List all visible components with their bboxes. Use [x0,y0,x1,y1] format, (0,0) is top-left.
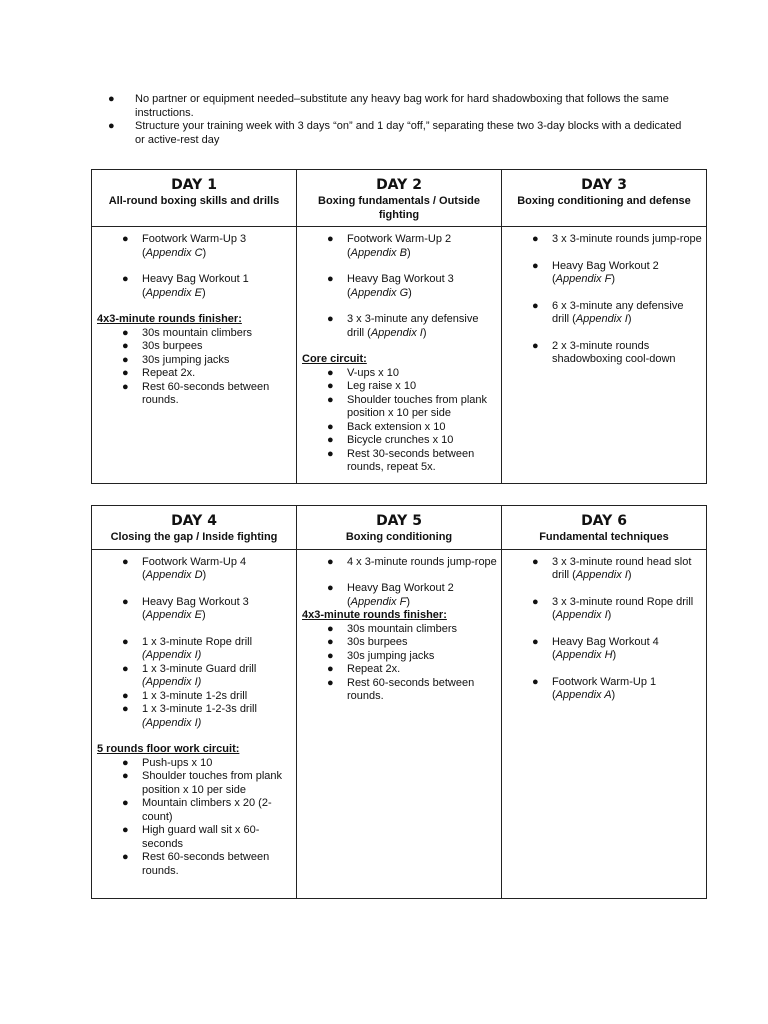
list-item [302,636,497,650]
appendix-reference: (Appendix I) [142,649,202,661]
day-content-cell [502,227,707,484]
day-content-cell [92,549,297,898]
item-text: 3 x 3-minute round Rope drill ( [552,595,694,621]
list-item [97,703,292,730]
list-item [97,367,292,381]
item-text: V-ups x 10 [347,366,399,379]
bullet-icon: ● [122,703,129,715]
bullet-icon: ● [327,582,334,594]
list-item [97,770,292,797]
item-text: 3 x 3-minute round head slot drill ( [552,555,692,581]
list-item [97,556,292,583]
item-text: 6 x 3-minute any defensive drill ( [552,299,684,325]
appendix-reference: Appendix F [350,595,407,608]
day-subtitle: All-round boxing skills and drills [108,195,280,207]
item-text: 30s jumping jacks [142,353,230,366]
list-item [97,636,292,663]
item-text: 30s mountain climbers [142,326,253,339]
bullet-icon: ● [327,380,334,392]
spacer [97,260,292,273]
spacer [302,300,497,313]
item-text: Repeat 2x. [142,367,196,379]
list-item [302,421,497,435]
day-title: DAY 4 [171,513,217,529]
item-text-suffix: ) [202,246,207,259]
bullet-icon: ● [122,326,129,339]
item-text: 3 x 3-minute any defensive drill ( [347,313,479,339]
appendix-reference: Appendix I [575,569,628,581]
item-text: Rest 60-seconds between rounds. [347,676,475,702]
week-table-1 [91,169,707,484]
item-text: Leg raise x 10 [347,380,417,392]
list-item [302,448,497,475]
day-title: DAY 1 [171,177,217,193]
item-text: 30s jumping jacks [347,649,435,662]
item-text-suffix: ) [406,595,410,608]
bullet-icon: ● [122,367,129,379]
bullet-icon: ● [108,120,115,132]
day-content-cell [92,227,297,484]
list-item [302,380,497,394]
item-text: Footwork Warm-Up 2 ( [347,233,452,259]
intro-item [108,93,683,120]
list-item [302,663,497,677]
day-content-cell [297,549,502,898]
bullet-icon: ● [327,233,334,245]
appendix-reference: Appendix A [555,689,612,701]
list-item [507,233,702,247]
list-item [507,596,702,623]
day-header-cell [297,170,502,227]
bullet-icon: ● [122,555,129,568]
list-item [507,556,702,583]
day-content-row [92,549,707,898]
list-item [97,757,292,771]
bullet-icon: ● [122,380,129,393]
item-text: 30s burpees [142,340,203,352]
item-text-suffix: ) [202,569,207,581]
item-text: Back extension x 10 [347,420,446,433]
item-text: Heavy Bag Workout 3 ( [142,595,249,621]
bullet-icon: ● [122,662,129,675]
bullet-icon: ● [327,663,334,675]
item-text-suffix: ) [611,689,616,701]
list-item [507,340,702,367]
day-content-cell [297,227,502,484]
spacer [97,730,292,743]
day-header-row [92,506,707,550]
list-item [302,623,497,637]
bullet-icon: ● [122,340,129,352]
day-title: DAY 3 [581,177,627,193]
bullet-icon: ● [532,595,539,608]
item-text-suffix: ) [408,286,412,299]
spacer [507,663,702,676]
bullet-icon: ● [122,353,129,366]
appendix-reference: (Appendix I) [142,676,202,688]
day-subtitle: Boxing fundamentals / Outside fighting [318,195,480,221]
bullet-icon: ● [532,675,539,688]
section-label: 4x3-minute rounds finisher: [97,313,242,325]
bullet-icon: ● [532,233,539,245]
item-text: Rest 30-seconds between rounds, repeat 5x. [347,447,475,473]
item-text: Heavy Bag Workout 4 ( [552,635,659,661]
item-text-suffix: ) [627,313,632,325]
day-title: DAY 5 [376,513,422,529]
item-text: 30s mountain climbers [347,622,458,635]
day-title: DAY 2 [376,177,422,193]
bullet-icon: ● [122,770,129,782]
appendix-reference: Appendix H [555,649,613,661]
appendix-reference: Appendix G [350,286,409,299]
section-label: 5 rounds floor work circuit: [97,743,240,755]
spacer [507,247,702,260]
item-text-suffix: ) [612,649,617,661]
bullet-icon: ● [327,649,334,662]
bullet-icon: ● [327,366,334,379]
item-text: Heavy Bag Workout 2 ( [347,582,454,608]
list-item [507,260,702,287]
bullet-icon: ● [122,851,129,863]
item-text: Heavy Bag Workout 2 ( [552,259,659,285]
item-text: Repeat 2x. [347,663,401,675]
list-item [97,233,292,260]
bullet-icon: ● [122,756,129,769]
day-subtitle: Closing the gap / Inside fighting [110,531,278,543]
item-text-suffix: ) [611,273,615,285]
day-title: DAY 6 [581,513,627,529]
appendix-reference: Appendix B [350,246,407,259]
list-item [302,556,497,570]
list-item [97,797,292,824]
list-item [97,851,292,878]
appendix-reference: Appendix D [145,569,203,581]
item-text-suffix: ) [201,609,206,621]
day-content-cell [502,549,707,898]
list-item [302,273,497,300]
intro-text: Structure your training week with 3 days “on” and 1 day “off,” separating these two 3-day blocks with a dedicated or active-rest day [135,120,682,146]
spacer [507,327,702,340]
appendix-reference: Appendix I [555,609,608,621]
bullet-icon: ● [327,636,334,648]
list-item [302,313,497,340]
bullet-icon: ● [327,420,334,433]
spacer [507,583,702,596]
item-text: 30s burpees [347,636,408,648]
item-text: 3 x 3-minute rounds jump-rope [552,233,702,245]
spacer [302,569,497,582]
item-text: Push-ups x 10 [142,756,213,769]
spacer [97,300,292,313]
section-label: 4x3-minute rounds finisher: [302,609,447,621]
item-text: 1 x 3-minute 1-2-3s drill [142,703,257,715]
item-text: Footwork Warm-Up 4 ( [142,555,247,581]
item-text: 4 x 3-minute rounds jump-rope [347,555,497,568]
item-text-suffix: ) [201,286,206,299]
item-text: Bicycle crunches x 10 [347,434,454,446]
appendix-reference: Appendix C [145,246,203,259]
bullet-icon: ● [122,797,129,809]
day-subtitle: Boxing conditioning [345,531,453,543]
spacer [97,583,292,596]
item-text: Heavy Bag Workout 3 ( [347,273,454,299]
bullet-icon: ● [122,635,129,648]
bullet-icon: ● [532,339,539,352]
list-item [302,367,497,381]
item-text-suffix: ) [627,569,632,581]
appendix-reference: Appendix I [370,326,423,339]
bullet-icon: ● [327,273,334,285]
list-item [97,381,292,408]
bullet-icon: ● [122,273,129,285]
list-item [97,327,292,341]
list-item [302,650,497,664]
item-text: Mountain climbers x 20 (2-count) [142,797,272,823]
item-text: 1 x 3-minute 1-2s drill [142,689,248,702]
item-text-suffix: ) [406,246,411,259]
section-label: Core circuit: [302,353,367,365]
bullet-icon: ● [327,555,334,568]
list-item [507,636,702,663]
list-item [97,273,292,300]
spacer [507,623,702,636]
bullet-icon: ● [327,447,334,460]
day-header-cell [502,170,707,227]
bullet-icon: ● [327,434,334,446]
item-text: Footwork Warm-Up 1 ( [552,675,657,701]
spacer [97,623,292,636]
list-item [97,690,292,704]
item-text: 2 x 3-minute rounds shadowboxing cool-down [552,339,676,365]
list-item [302,233,497,260]
item-text-suffix: ) [422,326,427,339]
bullet-icon: ● [327,676,334,689]
day-header-cell [92,506,297,550]
bullet-icon: ● [327,393,334,406]
day-subtitle: Fundamental techniques [539,531,669,543]
spacer [507,287,702,300]
item-text: High guard wall sit x 60-seconds [142,824,260,850]
spacer [302,340,497,353]
day-header-cell [297,506,502,550]
list-item [507,300,702,327]
bullet-icon: ● [327,313,334,325]
appendix-reference: Appendix I [575,313,628,325]
appendix-reference: Appendix F [555,273,612,285]
item-text: Footwork Warm-Up 3 ( [142,233,247,259]
appendix-reference: Appendix E [145,286,202,299]
list-item [302,582,497,609]
day-header-row [92,170,707,227]
day-content-row [92,227,707,484]
intro-item [108,120,683,147]
day-header-cell [92,170,297,227]
list-item [97,596,292,623]
list-item [97,340,292,354]
list-item [302,677,497,704]
list-item [302,394,497,421]
bullet-icon: ● [532,635,539,648]
list-item [302,434,497,448]
bullet-icon: ● [122,824,129,836]
item-text: Rest 60-seconds between rounds. [142,851,270,877]
bullet-icon: ● [122,233,129,245]
appendix-reference: (Appendix I) [142,716,202,729]
week-table-2 [91,505,707,899]
item-text: 1 x 3-minute Guard drill [142,662,257,675]
bullet-icon: ● [532,259,539,272]
item-text: Heavy Bag Workout 1 ( [142,273,249,299]
bullet-icon: ● [108,93,115,105]
item-text: Shoulder touches from plank position x 10 per side [347,393,488,419]
spacer [302,260,497,273]
bullet-icon: ● [327,622,334,635]
day-subtitle: Boxing conditioning and defense [517,195,691,207]
bullet-icon: ● [122,689,129,702]
list-item [97,663,292,690]
day-header-cell [502,506,707,550]
item-text: Shoulder touches from plank position x 10 per side [142,770,283,796]
intro-text: No partner or equipment needed–substitute any heavy bag work for hard shadowboxing that follows the same instructions. [135,93,669,119]
item-text-suffix: ) [607,609,612,621]
intro-bullet-list [108,93,683,147]
list-item [507,676,702,703]
list-item [97,824,292,851]
appendix-reference: Appendix E [145,609,202,621]
bullet-icon: ● [122,595,129,608]
list-item [97,354,292,368]
item-text: Rest 60-seconds between rounds. [142,380,270,406]
item-text: 1 x 3-minute Rope drill [142,635,253,648]
bullet-icon: ● [532,555,539,568]
bullet-icon: ● [532,299,539,312]
